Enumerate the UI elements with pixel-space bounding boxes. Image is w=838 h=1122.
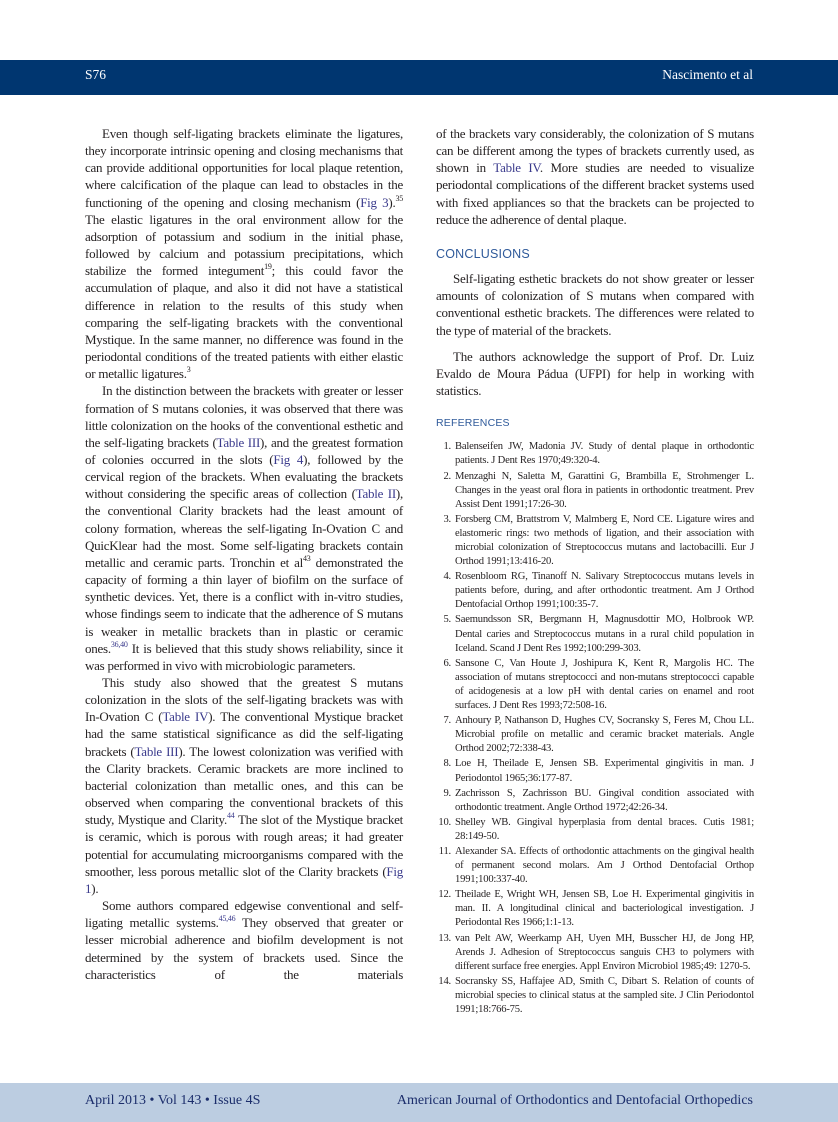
reference-item bbox=[436, 440, 754, 468]
reference-text: Shelley WB. Gingival hyperplasia from dental braces. Cutis 1981; 28:149-50. bbox=[455, 816, 754, 842]
body-paragraph bbox=[85, 897, 403, 983]
cross-reference-link[interactable]: Table III bbox=[134, 743, 179, 759]
body-paragraph bbox=[85, 125, 403, 382]
reference-item bbox=[436, 757, 754, 785]
body-paragraph bbox=[85, 382, 403, 674]
cross-reference-link[interactable]: Fig 4 bbox=[273, 451, 304, 467]
cross-reference-link[interactable]: Fig 3 bbox=[360, 194, 389, 210]
reference-number: 1. bbox=[443, 441, 451, 453]
citation-superscript[interactable]: 45,46 bbox=[218, 914, 236, 924]
cross-reference-link[interactable]: Fig 1 bbox=[85, 863, 403, 896]
citation-superscript: 35 bbox=[395, 193, 404, 203]
reference-item bbox=[436, 816, 754, 844]
running-authors: Nascimento et al bbox=[662, 67, 753, 82]
citation-superscript[interactable]: 36,40 bbox=[110, 639, 128, 649]
text-segment: ). bbox=[91, 880, 99, 896]
running-footer bbox=[0, 1083, 838, 1122]
cross-reference-link[interactable]: Table III bbox=[216, 434, 261, 450]
reference-item bbox=[436, 657, 754, 713]
text-segment: ), and the greatest formation of colonies occurred in the slots ( bbox=[85, 434, 403, 467]
page-number: S76 bbox=[85, 67, 107, 82]
reference-text: Loe H, Theilade E, Jensen SB. Experimental gingivitis in man. J Periodontol 1965;36:177-87. bbox=[455, 758, 754, 784]
reference-number: 4. bbox=[443, 571, 451, 583]
reference-text: Alexander SA. Effects of orthodontic attachments on the gingival health of permanent second molars. Am J Orthod Dentofacial Orthop 1991;100:337-40. bbox=[455, 845, 754, 886]
text-segment: ), the conventional Clarity brackets had the least amount of colony formation, whereas the self-ligating In-Ovation C and QuicKlear had the most. Some self-ligating brackets contain metallic and ceramic parts. Tronchin et al bbox=[85, 486, 404, 570]
reference-list bbox=[436, 440, 754, 1017]
reference-number: 3. bbox=[443, 513, 451, 525]
running-header bbox=[0, 60, 838, 95]
reference-item bbox=[436, 845, 754, 887]
reference-text: Socransky SS, Haffajee AD, Smith C, Dibart S. Relation of counts of microbial species to clinical status at the sampled site. J Clin Periodontol 1991;18:766-75. bbox=[455, 975, 754, 1015]
reference-text: Saemundsson SR, Bergmann H, Magnusdottir MO, Holbrook WP. Dental caries and Streptococcus mutans in a rural child population in Iceland. Scand J Dent Res 1992;100:299-303. bbox=[455, 614, 754, 654]
reference-number: 14. bbox=[438, 975, 451, 987]
text-segment: The elastic ligatures in the oral environment allow for the adsorption of potassium and sodium in the initial phase, followed by calcium and potassium precipitations, which stabilize the formed integument bbox=[85, 211, 403, 279]
reference-text: Menzaghi N, Saletta M, Garattini G, Brambilla E, Strohmenger L. Changes in the yeast oral flora in patients in orthodontic treatment. Prev Assist Dent 1991;17:26-30. bbox=[455, 470, 754, 510]
citation-superscript: 19 bbox=[264, 262, 272, 272]
body-paragraph bbox=[85, 674, 403, 897]
text-segment: . More studies are needed to visualize periodontal complications of the different bracket systems used with fixed appliances so that the brackets can be projected to reduce the adherence of dental plaque. bbox=[436, 160, 755, 227]
reference-item bbox=[436, 975, 754, 1017]
text-segment: Some authors compared edgewise conventional and self-ligating metallic systems. bbox=[85, 898, 403, 931]
reference-number: 12. bbox=[438, 889, 451, 901]
text-segment: ). The conventional Mystique bracket had the same statistical significance as did the self-ligating brackets ( bbox=[85, 709, 403, 759]
reference-number: 11. bbox=[438, 845, 451, 857]
text-segment: The slot of the Mystique bracket is ceramic, which is porous with rough areas; it had greater potential for accumulating microorganisms compared with the smoother, less porous metallic slot of the Clarity brackets ( bbox=[85, 812, 403, 879]
reference-number: 9. bbox=[443, 787, 451, 799]
reference-number: 13. bbox=[438, 932, 451, 944]
citation-superscript: 3 bbox=[186, 365, 191, 375]
reference-text: Balenseifen JW, Madonia JV. Study of dental plaque in orthodontic patients. J Dent Res 1970;49:320-4. bbox=[455, 441, 754, 467]
reference-item bbox=[436, 714, 754, 756]
references-heading: REFERENCES bbox=[436, 417, 510, 430]
text-segment: ). The lowest colonization was verified with the Clarity brackets. Ceramic brackets are more inclined to bacterial colonization than metallic ones, and this can be observed when comparing the conventional brackets of this study, Mystique and Clarity. bbox=[85, 743, 403, 828]
text-segment: ), followed by the cervical region of the brackets. When evaluating the brackets without considering the specific areas of collection ( bbox=[85, 451, 403, 502]
text-segment: They observed that greater or lesser microbial adherence and biofilm development is not determined by the system of brackets used. Since the characteristics of the materials bbox=[85, 915, 403, 982]
reference-item bbox=[436, 613, 754, 655]
cross-reference-link[interactable]: Table II bbox=[355, 486, 396, 502]
reference-text: Rosenbloom RG, Tinanoff N. Salivary Streptococcus mutans levels in patients before, during, and after orthodontic treatment. Am J Orthod Dentofacial Orthop 1991;100:35-7. bbox=[455, 571, 754, 611]
conclusions-heading: CONCLUSIONS bbox=[436, 246, 530, 261]
citation-superscript: 43 bbox=[303, 553, 311, 563]
text-segment: Even though self-ligating brackets eliminate the ligatures, they incorporate intrinsic opening and closing mechanisms that can provide additional opportunities for local plaque retention, where calcification of the plaque can lead to obstacles in the functioning of the opening and closing mechanism ( bbox=[85, 126, 403, 210]
reference-item bbox=[436, 570, 754, 612]
reference-number: 2. bbox=[443, 470, 451, 482]
reference-item bbox=[436, 787, 754, 815]
reference-text: Zachrisson S, Zachrisson BU. Gingival condition associated with orthodontic treatment. Angle Orthod 1972;42:26-34. bbox=[455, 787, 754, 813]
reference-text: Sansone C, Van Houte J, Joshipura K, Kent R, Margolis HC. The association of mutans streptococci and non-mutans streptococci capable of acidogenesis at a low pH with dental caries on enamel and root surfaces. J Dent Res 1993;72:508-16. bbox=[455, 657, 754, 712]
reference-number: 6. bbox=[443, 657, 451, 669]
conclusions-text: Self-ligating esthetic brackets do not show greater or lesser amounts of colonization of S mutans when compared with conventional esthetic brackets. The differences were related to the type of material of the brackets. bbox=[436, 271, 754, 338]
text-segment: It is believed that this study shows reliability, since it was performed in vivo with microbiologic parameters. bbox=[85, 640, 403, 673]
text-segment: In the distinction between the brackets with greater or lesser formation of S mutans colonies, it was observed that there was little colonization on the hooks of the conventional esthetic and the self-ligating brackets ( bbox=[85, 383, 403, 450]
text-segment: of the brackets vary considerably, the colonization of S mutans can be different among the types of brackets currently used, as shown in bbox=[436, 126, 754, 176]
reference-number: 10. bbox=[438, 816, 451, 828]
reference-item bbox=[436, 932, 754, 974]
reference-text: Forsberg CM, Brattstrom V, Malmberg E, Nord CE. Ligature wires and elastomeric rings: two methods of ligation, and their association with microbial colonization of Streptococcus mutans and lactobacilli. Eur J Orthod 1991;13:416-20. bbox=[455, 513, 754, 568]
reference-text: van Pelt AW, Weerkamp AH, Uyen MH, Busscher HJ, de Jong HP, Arends J. Adhesion of Streptococcus sanguis CH3 to polymers with different surface free energies. Appl Environ Microbiol 1985;49: 1270-5. bbox=[455, 932, 754, 972]
reference-item bbox=[436, 513, 754, 569]
cross-reference-link[interactable]: Table IV bbox=[162, 709, 209, 725]
left-column bbox=[85, 125, 403, 983]
reference-item bbox=[436, 470, 754, 512]
text-segment: ; this could favor the accumulation of plaque, and also it did not have a statistical difference in relation to the results of this study when comparing the self-ligating brackets with the conventional Mystique. In the same manner, no difference was found in the periodontal conditions of the treated patients with either elastic or metallic ligatures. bbox=[85, 263, 403, 382]
text-segment: demonstrated the capacity of forming a thin layer of biofilm on the surface of synthetic devices. Yet, there is a conflict with in-vitro studies, whose findings seem to indicate that the adherence of S mutans is weaker in metallic brackets than in plastic or ceramic ones. bbox=[85, 554, 403, 656]
acknowledgment-text: The authors acknowledge the support of Prof. Dr. Luiz Evaldo de Moura Pádua (UFPI) for help in working with statistics. bbox=[436, 348, 754, 399]
issue-info: April 2013 • Vol 143 • Issue 4S bbox=[85, 1093, 261, 1108]
citation-superscript[interactable]: 44 bbox=[226, 811, 235, 821]
reference-text: Anhoury P, Nathanson D, Hughes CV, Socransky S, Feres M, Chou LL. Microbial profile on metallic and ceramic bracket materials. Angle Orthod 2002;72:338-43. bbox=[455, 715, 754, 755]
reference-number: 5. bbox=[443, 614, 451, 626]
body-paragraph-continued bbox=[436, 125, 754, 228]
reference-number: 7. bbox=[443, 715, 451, 727]
cross-reference-link[interactable]: Table IV bbox=[493, 160, 540, 176]
reference-item bbox=[436, 888, 754, 930]
reference-number: 8. bbox=[443, 758, 451, 770]
right-column bbox=[436, 125, 754, 1018]
text-segment: ). bbox=[388, 194, 396, 210]
text-segment: This study also showed that the greatest S mutans colonization in the slots of the self-ligating brackets was with In-Ovation C ( bbox=[85, 675, 403, 725]
reference-text: Theilade E, Wright WH, Jensen SB, Loe H. Experimental gingivitis in man. II. A longitudinal clinical and bacteriological investigation. J Periodontal Res 1966;1:1-13. bbox=[455, 889, 754, 929]
journal-title: American Journal of Orthodontics and Dentofacial Orthopedics bbox=[396, 1093, 753, 1108]
